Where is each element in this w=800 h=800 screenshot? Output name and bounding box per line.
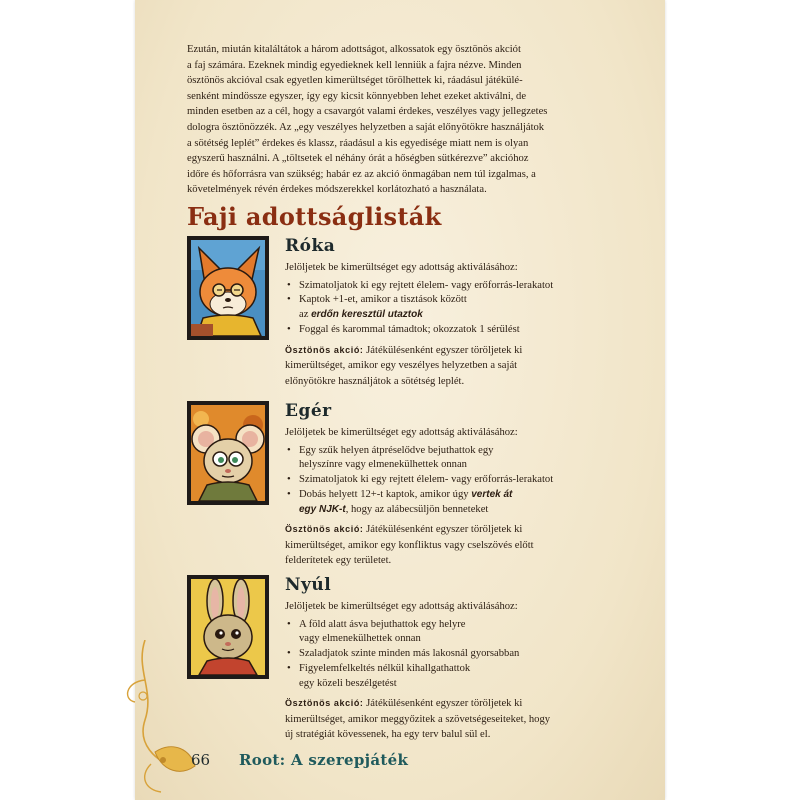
fox-details — [285, 236, 605, 389]
race-title: Egér — [285, 401, 332, 421]
intro-line: minden esetben az a cél, hogy a csavargót valami érdekes, veszélyes vagy jellegzetes — [187, 106, 548, 118]
move-reference: vertek át — [471, 488, 513, 500]
ability-item: • Egy szűk helyen átpréselődve bejuthattok egy helyszínre vagy elmenekülhettek onnan — [285, 444, 605, 474]
race-intro: Jelöljetek be kimerültséget egy adottság aktiválásához: — [285, 601, 518, 612]
intro-paragraph — [187, 42, 602, 198]
intro-line: a faj számára. Ezeknek mindig egyedieknek kell lenniük a fajra nézve. Minden — [187, 59, 522, 71]
instinct-move: Ösztönös akció: Játékülésenként egyszer töröljetek ki kimerültséget, amikor egy konfliktus vagy cselszövés előtt felderítetek egy területet. — [285, 524, 534, 567]
ability-list — [285, 618, 605, 692]
instinct-label: Ösztönös akció: — [285, 344, 364, 355]
ability-list — [285, 444, 605, 518]
intro-line: Ezután, miután kitaláltátok a három adottságot, alkossatok egy ösztönös akciót — [187, 44, 521, 55]
book-title: Root: A szerepjáték — [239, 751, 409, 769]
race-title: Róka — [285, 236, 336, 256]
intro-line: senként mindössze egyszer, így egy kicsit könnyebben lehet ezeket aktiválni, de — [187, 90, 527, 102]
ability-item: • Dobás helyett 12+-t kaptok, amikor úgy vertek át egy NJK-t, hogy az alábecsüljön benneteket — [285, 488, 605, 518]
mouse-portrait-image — [187, 401, 269, 505]
ability-item: • Figyelemfelkeltés nélkül kihallgathattok egy közeli beszélgetést — [285, 662, 605, 692]
instinct-move: Ösztönös akció: Játékülésenként egyszer töröljetek ki kimerültséget, amikor egy veszélyes helyzetben a saját előnyötökre használjátok a sötétség leplét. — [285, 344, 523, 387]
ability-item: • Foggal és karommal támadtok; okozzatok 1 sérülést — [285, 323, 605, 338]
vine-ornament-icon — [115, 640, 225, 800]
ability-item: • Kaptok +1-et, amikor a tisztások között az erdőn keresztül utaztok — [285, 293, 605, 323]
move-reference: erdőn keresztül utaztok — [311, 309, 423, 321]
race-intro: Jelöljetek be kimerültséget egy adottság aktiválásához: — [285, 427, 518, 438]
page-footer — [177, 748, 477, 774]
ability-list — [285, 279, 605, 338]
page-number: 66 — [191, 751, 211, 769]
intro-line: időre és hőforrásra van szükség; habár ez az akció önmagában nem túl izgalmas, a — [187, 168, 536, 180]
instinct-label: Ösztönös akció: — [285, 698, 364, 709]
instinct-label: Ösztönös akció: — [285, 524, 364, 535]
ability-item: • A föld alatt ásva bejuthattok egy helyre vagy elmenekülhettek onnan — [285, 618, 605, 648]
book-page — [135, 0, 665, 800]
rabbit-details — [285, 575, 605, 743]
intro-line: dologra ösztönözzék. Az „egy veszélyes helyzetben a saját előnyötökre használjátok — [187, 121, 545, 133]
ability-item: • Szaladjatok szinte minden más lakosnál gyorsabban — [285, 647, 605, 662]
intro-line: követelmények révén érdekes módszerekkel korlátozható a használata. — [187, 184, 487, 196]
race-intro: Jelöljetek be kimerültséget egy adottság aktiválásához: — [285, 262, 518, 273]
fox-portrait-image — [187, 236, 269, 340]
intro-line: a sötétség leplét” érdekes és klassz, ráadásul a kis egyedisége miatt nem is olyan — [187, 137, 529, 149]
intro-line: ösztönös akcióval csak egyetlen kimerültséget törölhettek ki, ráadásul játékülé- — [187, 75, 523, 87]
mouse-details — [285, 401, 605, 569]
instinct-move: Ösztönös akció: Játékülésenként egyszer töröljetek ki kimerültséget, amikor meggyőzitek a szövetségeseiteket, hogy új stratégiát kövessenek, ha egy terv balul sül el. — [285, 698, 551, 741]
intro-line: egyszerű használni. A „töltsetek el néhány órát a hőségben sütkérezve” akcióhoz — [187, 153, 529, 165]
ability-item: • Szimatoljatok ki egy rejtett élelem- vagy erőforrás-lerakatot — [285, 279, 605, 294]
ability-item: • Szimatoljatok ki egy rejtett élelem- vagy erőforrás-lerakatot — [285, 473, 605, 488]
section-title: Faji adottságlisták — [187, 202, 442, 231]
race-title: Nyúl — [285, 575, 332, 595]
move-reference: egy NJK-t — [299, 503, 346, 515]
